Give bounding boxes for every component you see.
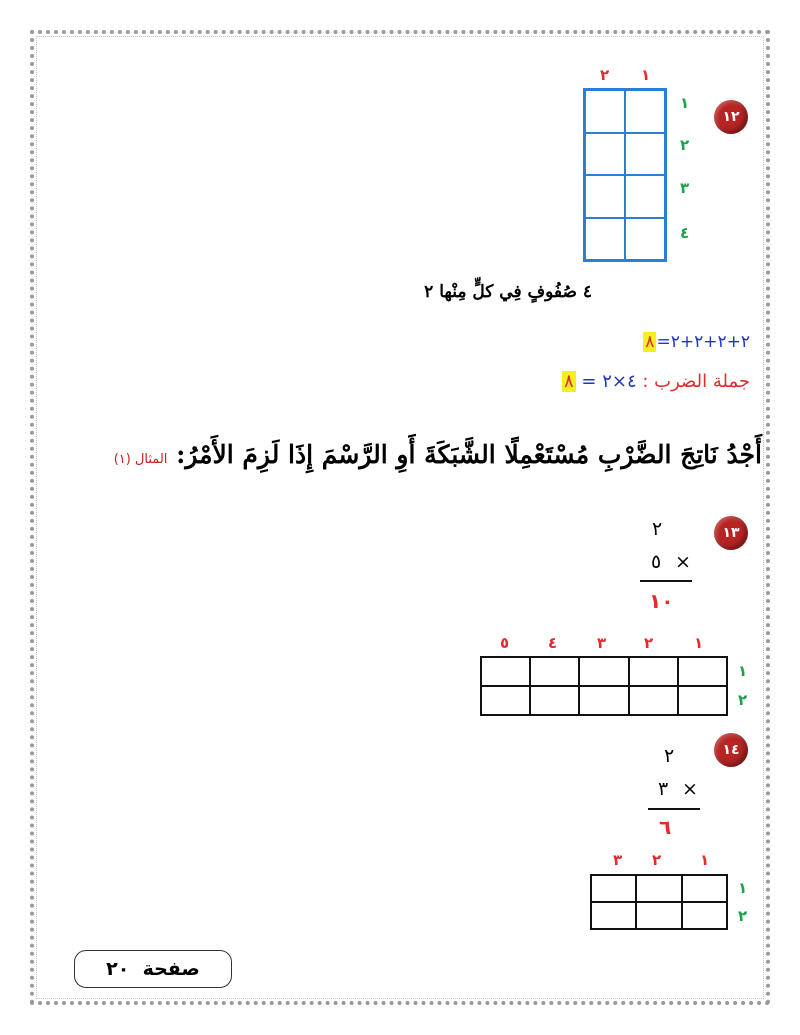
ex14-array-grid	[590, 874, 728, 930]
grid-cell	[625, 90, 665, 133]
ex13-multiplier: ٥	[651, 551, 662, 573]
grid-cell	[579, 686, 628, 715]
ex13-row-label-2: ٢	[738, 691, 748, 709]
grid-cell	[629, 686, 678, 715]
ex13-col-label-5: ٥	[500, 634, 510, 652]
ex12-sentence-label: جملة الضرب :	[642, 371, 750, 392]
ex12-sentence-result: ٨	[563, 371, 574, 392]
ex13-times-sign: ×	[675, 551, 691, 573]
grid-cell	[591, 902, 636, 929]
ex12-row-label-2: ٢	[680, 136, 690, 154]
page-number: ٢٠	[106, 958, 130, 980]
ex14-row-label-1: ١	[738, 879, 748, 897]
grid-cell	[678, 686, 727, 715]
ex12-col-label-2: ٢	[600, 66, 610, 84]
grid-cell	[481, 686, 530, 715]
ex13-col-label-1: ١	[694, 634, 704, 652]
page-number-box	[74, 950, 232, 988]
ex12-caption: ٤ صُفُوفٍ فِي كلٍّ مِنْها ٢	[424, 282, 592, 302]
ex14-top-number: ٢	[664, 745, 675, 767]
ex14-col-label-2: ٢	[652, 851, 662, 869]
ex13-top-number: ٢	[652, 518, 663, 540]
ex13-col-label-3: ٣	[597, 634, 607, 652]
grid-cell	[591, 875, 636, 902]
ex12-row-label-1: ١	[680, 94, 690, 112]
instruction-reference: المثال (١)	[113, 452, 168, 467]
grid-cell	[530, 686, 579, 715]
ex12-row-label-3: ٣	[680, 179, 690, 197]
grid-cell	[625, 218, 665, 261]
ex13-col-label-2: ٢	[644, 634, 654, 652]
ex12-array-grid	[583, 88, 667, 262]
exercise-13-badge: ١٣	[714, 516, 748, 550]
grid-cell	[625, 133, 665, 176]
ex14-answer-line	[648, 808, 700, 810]
grid-cell	[579, 657, 628, 686]
grid-cell	[682, 875, 727, 902]
ex12-multiplication-sentence	[562, 371, 750, 392]
ex12-repeated-addition	[643, 332, 750, 352]
grid-cell	[636, 875, 681, 902]
ex14-col-label-1: ١	[700, 851, 710, 869]
ex13-col-label-4: ٤	[548, 634, 558, 652]
ex12-col-label-1: ١	[641, 66, 651, 84]
instruction-text: أَجْدُ نَاتِجَ الضَّرْبِ مُسْتَعْمِلًا الشَّبَكَةَ أَوِ الرَّسْمَ إِذَا لَزِمَ الأَمْرُ:	[176, 440, 762, 469]
grid-cell	[585, 133, 625, 176]
page-label: صفحة	[142, 958, 200, 980]
grid-cell	[530, 657, 579, 686]
exercise-12-badge: ١٢	[714, 100, 748, 134]
ex13-array-grid	[480, 656, 728, 716]
ex12-row-label-4: ٤	[680, 224, 690, 242]
ex13-answer-line	[640, 580, 692, 582]
instruction-heading	[114, 440, 762, 469]
grid-cell	[585, 90, 625, 133]
ex14-row-label-2: ٢	[738, 907, 748, 925]
grid-cell	[625, 175, 665, 218]
ex12-sentence-expression: ٤×٢ =	[581, 371, 637, 392]
ex14-times-sign: ×	[682, 778, 698, 800]
ex12-addition-result: ٨	[645, 332, 655, 352]
grid-cell	[585, 175, 625, 218]
ex13-result: ١٠	[649, 589, 674, 613]
grid-cell	[678, 657, 727, 686]
ex14-col-label-3: ٣	[613, 851, 623, 869]
grid-cell	[682, 902, 727, 929]
grid-cell	[629, 657, 678, 686]
ex14-multiplier: ٣	[658, 778, 669, 800]
grid-cell	[636, 902, 681, 929]
ex13-row-label-1: ١	[738, 662, 748, 680]
ex14-result: ٦	[659, 815, 672, 839]
exercise-14-badge: ١٤	[714, 733, 748, 767]
grid-cell	[481, 657, 530, 686]
grid-cell	[585, 218, 625, 261]
ex12-addition-expression: ٢+٢+٢+٢=	[656, 332, 750, 352]
